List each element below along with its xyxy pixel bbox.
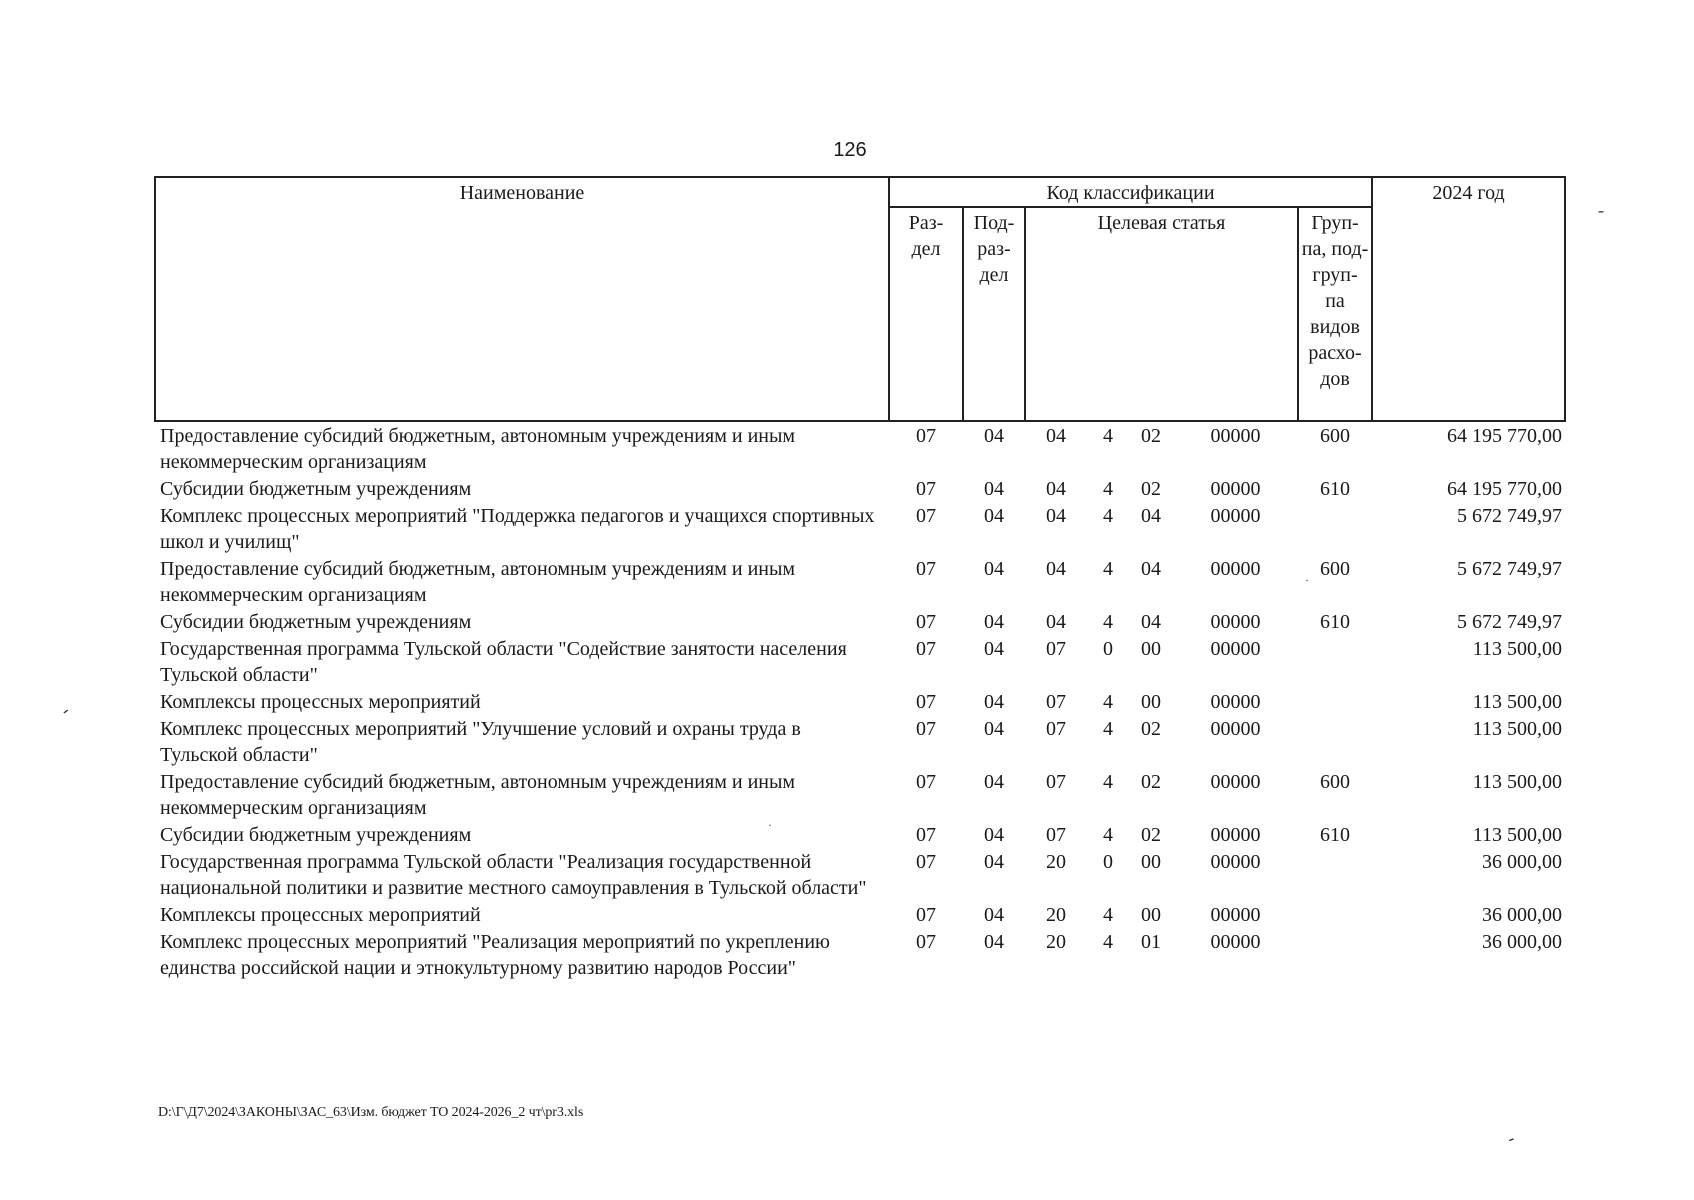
scan-dot: · <box>768 818 772 832</box>
row-amount: 64 195 770,00 <box>1447 425 1563 447</box>
row-target-direction: 00000 <box>1210 478 1261 500</box>
row-target-program: 04 <box>1046 425 1066 447</box>
row-target-direction: 00000 <box>1210 505 1261 527</box>
row-subsection: 04 <box>984 691 1004 713</box>
row-name: Комплекс процессных мероприятий "Улучшение условий и охраны труда в Тульской области" <box>160 718 801 766</box>
row-target-program: 07 <box>1046 638 1066 660</box>
row-target-type: 4 <box>1103 904 1113 926</box>
row-section: 07 <box>916 718 936 740</box>
row-target-program: 20 <box>1046 931 1066 953</box>
row-name: Комплекс процессных мероприятий "Поддержка педагогов и учащихся спортивных школ и училищ" <box>160 505 875 553</box>
row-target-subprogram: 02 <box>1141 478 1161 500</box>
row-target-direction: 00000 <box>1210 558 1261 580</box>
row-target-direction: 00000 <box>1210 931 1261 953</box>
row-target-direction: 00000 <box>1210 425 1261 447</box>
row-expense-group <box>1298 688 1372 715</box>
table-row <box>155 608 1565 635</box>
table-row <box>155 421 1565 475</box>
table-header <box>155 177 1565 421</box>
row-section: 07 <box>916 638 936 660</box>
row-name: Комплексы процессных мероприятий <box>160 904 481 926</box>
table-row <box>155 502 1565 555</box>
table-row <box>155 848 1565 901</box>
row-section: 07 <box>916 851 936 873</box>
row-name: Предоставление субсидий бюджетным, автономным учреждениям и иным некоммерческим организациям <box>160 558 796 606</box>
row-target-program: 07 <box>1046 691 1066 713</box>
row-target-subprogram: 01 <box>1141 931 1161 953</box>
row-expense-group <box>1298 848 1372 901</box>
header-subsection: Под- раз- дел <box>963 207 1025 421</box>
row-amount: 113 500,00 <box>1472 638 1563 660</box>
row-target-direction: 00000 <box>1210 638 1261 660</box>
row-amount: 36 000,00 <box>1482 904 1563 926</box>
row-target-type: 0 <box>1103 638 1113 660</box>
row-target-program: 04 <box>1046 505 1066 527</box>
row-expense-group <box>1298 635 1372 688</box>
row-section: 07 <box>916 611 936 633</box>
row-subsection: 04 <box>984 931 1004 953</box>
header-section: Раз- дел <box>889 207 963 421</box>
header-target-article: Целевая статья <box>1025 207 1298 421</box>
row-target-program: 07 <box>1046 824 1066 846</box>
row-section: 07 <box>916 931 936 953</box>
scan-mark: - <box>56 700 73 721</box>
header-year-2024: 2024 год <box>1372 177 1565 421</box>
scan-mark: - <box>1504 1127 1518 1149</box>
table-row <box>155 901 1565 928</box>
row-target-direction: 00000 <box>1210 904 1261 926</box>
row-name: Предоставление субсидий бюджетным, автономным учреждениям и иным некоммерческим организациям <box>160 425 796 473</box>
row-amount: 36 000,00 <box>1482 931 1563 953</box>
row-target-subprogram: 00 <box>1141 851 1161 873</box>
row-target-type: 4 <box>1103 478 1113 500</box>
row-amount: 64 195 770,00 <box>1447 478 1563 500</box>
table-row <box>155 555 1565 608</box>
row-target-type: 4 <box>1103 505 1113 527</box>
row-expense-group <box>1298 715 1372 768</box>
table-row <box>155 928 1565 981</box>
row-expense-group <box>1298 502 1372 555</box>
row-target-type: 4 <box>1103 824 1113 846</box>
row-expense-group: 600 <box>1320 558 1351 580</box>
row-target-direction: 00000 <box>1210 771 1261 793</box>
row-section: 07 <box>916 771 936 793</box>
scan-mark: - <box>1598 200 1604 220</box>
row-subsection: 04 <box>984 824 1004 846</box>
row-name: Субсидии бюджетным учреждениям <box>160 611 472 633</box>
row-subsection: 04 <box>984 851 1004 873</box>
row-target-subprogram: 04 <box>1141 558 1161 580</box>
row-expense-group: 610 <box>1320 478 1351 500</box>
file-path-footer: D:\Г\Д7\2024\ЗАКОНЫ\ЗАС_63\Изм. бюджет ТО 2024-2026_2 чт\pr3.xls <box>158 1105 584 1120</box>
row-target-subprogram: 00 <box>1141 691 1161 713</box>
row-target-type: 4 <box>1103 718 1113 740</box>
row-name: Государственная программа Тульской области "Реализация государственной национальной политики и развитие местного самоуправления в Тульской области" <box>160 851 867 899</box>
row-target-subprogram: 04 <box>1141 505 1161 527</box>
row-name: Комплексы процессных мероприятий <box>160 691 481 713</box>
row-subsection: 04 <box>984 718 1004 740</box>
row-target-subprogram: 00 <box>1141 638 1161 660</box>
table-row <box>155 635 1565 688</box>
row-target-type: 4 <box>1103 558 1113 580</box>
row-target-program: 07 <box>1046 771 1066 793</box>
row-target-program: 20 <box>1046 904 1066 926</box>
row-amount: 113 500,00 <box>1472 771 1563 793</box>
row-subsection: 04 <box>984 638 1004 660</box>
row-subsection: 04 <box>984 771 1004 793</box>
row-subsection: 04 <box>984 558 1004 580</box>
row-expense-group: 610 <box>1320 824 1351 846</box>
row-target-direction: 00000 <box>1210 611 1261 633</box>
row-expense-group <box>1298 901 1372 928</box>
row-expense-group: 610 <box>1320 611 1351 633</box>
row-target-type: 4 <box>1103 691 1113 713</box>
header-classification-code: Код классификации <box>889 177 1372 207</box>
row-target-subprogram: 02 <box>1141 718 1161 740</box>
row-name: Субсидии бюджетным учреждениям <box>160 824 472 846</box>
row-section: 07 <box>916 478 936 500</box>
table-body <box>155 421 1565 981</box>
row-target-program: 07 <box>1046 718 1066 740</box>
row-amount: 36 000,00 <box>1482 851 1563 873</box>
table-row <box>155 821 1565 848</box>
row-target-subprogram: 02 <box>1141 824 1161 846</box>
row-target-subprogram: 02 <box>1141 771 1161 793</box>
row-name: Комплекс процессных мероприятий "Реализация мероприятий по укреплению единства российской нации и этнокультурному развитию народов России" <box>160 931 830 979</box>
row-expense-group <box>1298 928 1372 981</box>
row-target-subprogram: 02 <box>1141 425 1161 447</box>
row-amount: 5 672 749,97 <box>1457 505 1563 527</box>
row-target-program: 04 <box>1046 478 1066 500</box>
row-target-program: 04 <box>1046 558 1066 580</box>
row-target-type: 4 <box>1103 611 1113 633</box>
row-subsection: 04 <box>984 425 1004 447</box>
table-row <box>155 475 1565 502</box>
row-target-direction: 00000 <box>1210 824 1261 846</box>
row-section: 07 <box>916 904 936 926</box>
row-amount: 5 672 749,97 <box>1457 558 1563 580</box>
row-expense-group: 600 <box>1320 771 1351 793</box>
row-section: 07 <box>916 691 936 713</box>
row-amount: 113 500,00 <box>1472 718 1563 740</box>
table-row <box>155 715 1565 768</box>
row-target-direction: 00000 <box>1210 691 1261 713</box>
row-amount: 5 672 749,97 <box>1457 611 1563 633</box>
row-section: 07 <box>916 505 936 527</box>
row-target-program: 20 <box>1046 851 1066 873</box>
row-target-program: 04 <box>1046 611 1066 633</box>
row-target-type: 4 <box>1103 771 1113 793</box>
row-subsection: 04 <box>984 904 1004 926</box>
scan-dot: · <box>1305 573 1309 587</box>
row-amount: 113 500,00 <box>1472 691 1563 713</box>
row-subsection: 04 <box>984 478 1004 500</box>
row-target-direction: 00000 <box>1210 851 1261 873</box>
row-target-type: 0 <box>1103 851 1113 873</box>
row-amount: 113 500,00 <box>1472 824 1563 846</box>
row-target-direction: 00000 <box>1210 718 1261 740</box>
row-target-subprogram: 00 <box>1141 904 1161 926</box>
row-section: 07 <box>916 425 936 447</box>
row-subsection: 04 <box>984 611 1004 633</box>
row-target-type: 4 <box>1103 425 1113 447</box>
row-name: Субсидии бюджетным учреждениям <box>160 478 472 500</box>
header-name: Наименование <box>155 177 889 421</box>
row-target-type: 4 <box>1103 931 1113 953</box>
row-section: 07 <box>916 824 936 846</box>
header-expense-group: Груп- па, под- груп- па видов расхо- дов <box>1298 207 1372 421</box>
row-section: 07 <box>916 558 936 580</box>
budget-table <box>154 176 1566 981</box>
row-subsection: 04 <box>984 505 1004 527</box>
row-name: Государственная программа Тульской области "Содействие занятости населения Тульской области" <box>160 638 847 686</box>
row-expense-group: 600 <box>1320 425 1351 447</box>
table-row <box>155 688 1565 715</box>
page-number: 126 <box>833 139 867 161</box>
table-row <box>155 768 1565 821</box>
row-name: Предоставление субсидий бюджетным, автономным учреждениям и иным некоммерческим организациям <box>160 771 796 819</box>
row-target-subprogram: 04 <box>1141 611 1161 633</box>
